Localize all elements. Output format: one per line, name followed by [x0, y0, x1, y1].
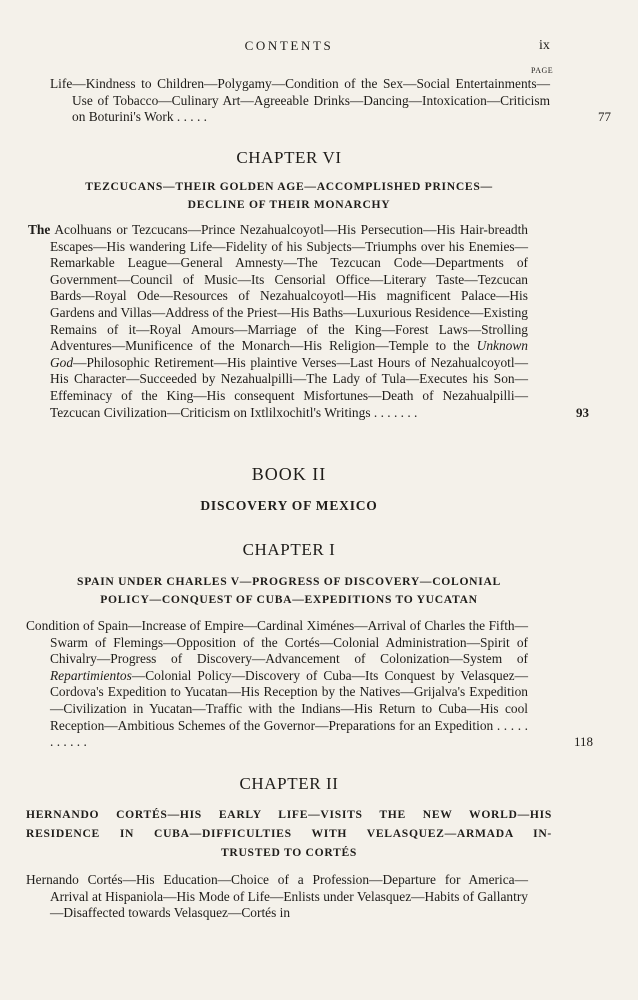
chapter-vi-heading: CHAPTER VI	[236, 148, 342, 167]
chapter-vi-title-line2: DECLINE OF THEIR MONARCHY	[187, 198, 391, 211]
chapter-vi-summary-part1: Acolhuans or Tezcucans—Prince Nezahualcoyotl—His Persecution—His Hair-breadth Escapes—His wandering Life—Fidelity of his Subjects—Triumphs over his Enemies—Remarkable League—General Amnesty—The Tezcucan Code—Departments of Government—Council of Music—Its Censorial Office—Literary Taste—Tezcucan Bards—Royal Ode—Resources of Nezahualcoyotl—His magnificent Palace—His Gardens and Villas—Address of the Priest—His Baths—Luxurious Residence—Existing Remains of it—Royal Amours—Marriage of the King—Forest Laws—Strolling Adventures—Munificence of the Monarch—His Religion—Temple to the	[50, 222, 528, 354]
chapter-i-summary-part2: —Colonial Policy—Discovery of Cuba—Its Conquest by Velasquez—Cordova's Expedition to Yucatan—His Reception by the Natives—Grijalva's Expedition—Civilization in Yucatan—Traffic with the Indians—His Return to Cuba—His cool Reception—Ambitious Schemes of the Governor—Preparations for an Expedition . . . . . . . . . . .	[50, 667, 528, 750]
running-head: CONTENTS	[244, 38, 334, 53]
page-number: ix	[539, 38, 550, 53]
book-ii-subtitle: DISCOVERY OF MEXICO	[200, 498, 378, 513]
chapter-ii-title-line1: HERNANDO CORTÉS—HIS EARLY LIFE—VISITS THE NEW WORLD—HIS	[26, 808, 552, 821]
chapter-i-summary-italic: Repartimientos	[50, 667, 132, 683]
continued-entry-text: Life—Kindness to Children—Polygamy—Condition of the Sex—Social Entertainments—Use of Tobacco—Culinary Art—Agreeable Drinks—Dancing—Intoxication—Criticism on Boturini's Work . . . . .	[50, 76, 550, 125]
chapter-i-title-line2: POLICY—CONQUEST OF CUBA—EXPEDITIONS TO YUCATAN	[100, 593, 478, 606]
page-column-label: PAGE	[531, 66, 554, 75]
chapter-i-title-line1: SPAIN UNDER CHARLES V—PROGRESS OF DISCOVERY—COLONIAL	[77, 575, 501, 588]
chapter-i-summary: Condition of Spain—Increase of Empire—Cardinal Ximénes—Arrival of Charles the Fifth—Swarm of Flemings—Opposition of the Cortés—Colonial Administration—Spirit of Chivalry—Progress of Discovery—Advancement of Colonization—System of Repartimientos—Colonial Policy—Discovery of Cuba—Its Conquest by Velasquez—Cordova's Expedition to Yucatan—His Reception by the Natives—Grijalva's Expedition—Civilization in Yucatan—Traffic with the Indians—His Return to Cuba—His cool Reception—Ambitious Schemes of the Governor—Preparations for an Expedition . . . . . . . . . . . 118	[26, 618, 594, 750]
chapter-vi-summary-lead: The	[28, 222, 51, 237]
chapter-ii-title-line2: RESIDENCE IN CUBA—DIFFICULTIES WITH VELASQUEZ—ARMADA IN-	[26, 827, 552, 840]
book-ii-heading: BOOK II	[251, 464, 327, 484]
chapter-vi-summary: The Acolhuans or Tezcucans—Prince Nezahualcoyotl—His Persecution—His Hair-breadth Escapes—His wandering Life—Fidelity of his Subjects—Triumphs over his Enemies—Remarkable League—General Amnesty—The Tezcucan Code—Departments of Government—Council of Music—Its Censorial Office—Literary Taste—Tezcucan Bards—Royal Ode—Resources of Nezahualcoyotl—His magnificent Palace—His Gardens and Villas—Address of the Priest—His Baths—Luxurious Residence—Existing Remains of it—Royal Amours—Marriage of the King—Forest Laws—Strolling Adventures—Munificence of the Monarch—His Religion—Temple to the Unknown God—Philosophic Retirement—His plaintive Verses—Last Hours of Nezahualcoyotl—His Character—Succeeded by Nezahualpilli—The Lady of Tula—Executes his Son—Effeminacy of the King—His consequent Misfortunes—Death of Nezahualpilli—Tezcucan Civilization—Criticism on Ixtlilxochitl's Writings . . . . . . . 93	[28, 222, 589, 420]
chapter-i-heading: CHAPTER I	[242, 540, 336, 559]
chapter-ii-title-line3: TRUSTED TO CORTÉS	[220, 846, 358, 859]
chapter-ii-summary: Hernando Cortés—His Education—Choice of a Profession—Departure for America—Arrival at Hispaniola—His Mode of Life—Enlists under Velasquez—Habits of Gallantry—Disaffected towards Velasquez—Cortés in	[26, 872, 528, 921]
chapter-vi-summary-part2: —Philosophic Retirement—His plaintive Verses—Last Hours of Nezahualcoyotl—His Character—Succeeded by Nezahualpilli—The Lady of Tula—Executes his Son—Effeminacy of the King—His consequent Misfortunes—Death of Nezahualpilli—Tezcucan Civilization—Criticism on Ixtlilxochitl's Writings . . . . . . .	[50, 354, 528, 420]
chapter-ii-heading: CHAPTER II	[239, 774, 339, 793]
chapter-i-summary-part1: Condition of Spain—Increase of Empire—Cardinal Ximénes—Arrival of Charles the Fifth—Swarm of Flemings—Opposition of the Cortés—Colonial Administration—Spirit of Chivalry—Progress of Discovery—Advancement of Colonization—System of	[26, 618, 528, 667]
continued-entry: Life—Kindness to Children—Polygamy—Condition of the Sex—Social Entertainments—Use of Tobacco—Culinary Art—Agreeable Drinks—Dancing—Intoxication—Criticism on Boturini's Work . . . . . 77	[50, 76, 611, 125]
chapter-vi-title-line1: TEZCUCANS—THEIR GOLDEN AGE—ACCOMPLISHED PRINCES—	[85, 180, 493, 193]
chapter-vi-summary-italic: Unknown God	[50, 338, 528, 370]
